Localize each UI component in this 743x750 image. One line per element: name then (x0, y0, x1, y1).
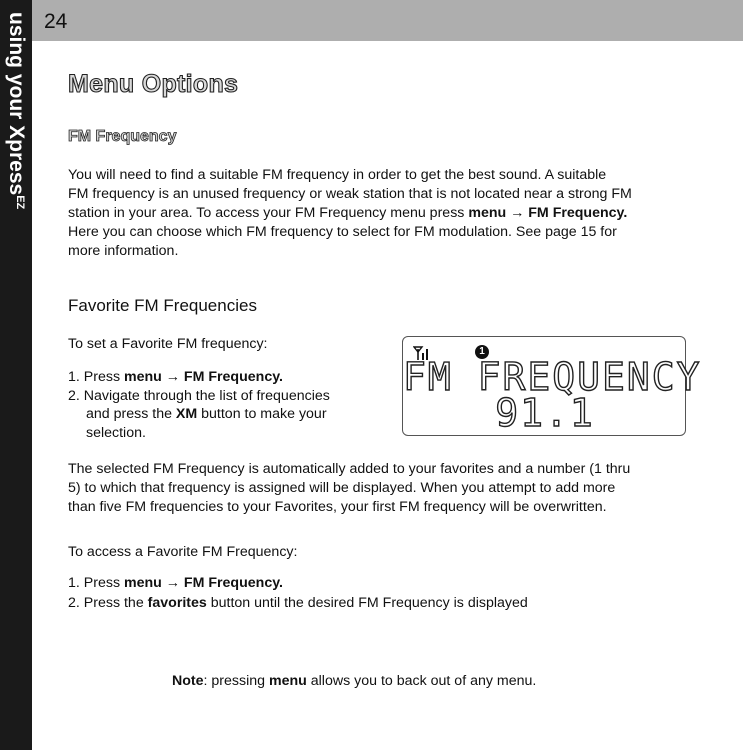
fm-para-line-1: You will need to find a suitable FM frequency in order to get the best sound. A suitable (68, 167, 607, 183)
menu-keyword: menu (123, 369, 162, 385)
favorites-heading: Favorite FM Frequencies (68, 296, 257, 315)
menu-keyword: menu (468, 205, 507, 221)
fm-frequency-keyword: FM Frequency. (528, 205, 628, 221)
step-text: 2. Press the (68, 595, 148, 611)
fm-frequency-keyword: FM Frequency. (183, 369, 283, 385)
set-step-2-line-1: 2. Navigate through the list of frequencies (68, 388, 330, 404)
side-label-text (5, 12, 28, 210)
fm-para-line-5: more information. (68, 243, 179, 259)
fm-para-line-2: FM frequency is an unused frequency or weak station that is not located near a strong FM (68, 186, 632, 202)
arrow-icon: → (510, 205, 525, 221)
lcd-line-1: FM FREQUENCY (403, 355, 702, 399)
side-label-main: using your Xpress (5, 12, 28, 196)
page-number: 24 (44, 10, 68, 33)
set-step-1 (68, 368, 283, 387)
access-favorite-intro: To access a Favorite FM Frequency: (68, 544, 298, 560)
set-step-2-line-2 (86, 405, 327, 424)
step-text: 1. Press (68, 575, 124, 591)
step-text: 1. Press (68, 369, 124, 385)
note-label: Note (172, 673, 204, 689)
note-text: : pressing (203, 673, 269, 689)
lcd-line-2: 91.1 (495, 391, 595, 435)
arrow-icon: → (165, 369, 180, 385)
step-text: button until the desired FM Frequency is displayed (206, 595, 528, 611)
favorite-number-badge: 1 (475, 345, 489, 359)
lcd-display (402, 336, 702, 436)
menu-keyword: menu (123, 575, 162, 591)
menu-keyword: menu (268, 673, 307, 689)
fm-frequency-heading: FM Frequency (68, 128, 177, 145)
header-bar (32, 0, 743, 41)
auto-para-line-3: than five FM frequencies to your Favorites, your first FM frequency will be overwritten. (68, 499, 607, 515)
fm-para-line-3 (68, 204, 627, 223)
xm-keyword: XM (175, 406, 198, 422)
auto-para-line-2: 5) to which that frequency is assigned will be displayed. When you attempt to add more (68, 480, 616, 496)
arrow-icon: → (165, 575, 180, 591)
note (172, 673, 536, 689)
set-favorite-intro: To set a Favorite FM frequency: (68, 336, 268, 352)
side-label-sup: EZ (14, 195, 26, 210)
note-text: allows you to back out of any menu. (306, 673, 537, 689)
page-title: Menu Options (68, 70, 239, 98)
step-text: and press the (86, 406, 176, 422)
access-step-1 (68, 574, 283, 593)
auto-para-line-1: The selected FM Frequency is automatically added to your favorites and a number (1 thru (68, 461, 631, 477)
set-step-2-line-3: selection. (86, 425, 146, 441)
fm-para-text: station in your area. To access your FM Frequency menu press (68, 205, 469, 221)
fm-frequency-keyword: FM Frequency. (183, 575, 283, 591)
favorites-keyword: favorites (147, 595, 207, 611)
access-step-2 (68, 594, 528, 613)
fm-para-line-4: Here you can choose which FM frequency to select for FM modulation. See page 15 for (68, 224, 617, 240)
side-label (2, 12, 30, 232)
step-text: button to make your (197, 406, 327, 422)
